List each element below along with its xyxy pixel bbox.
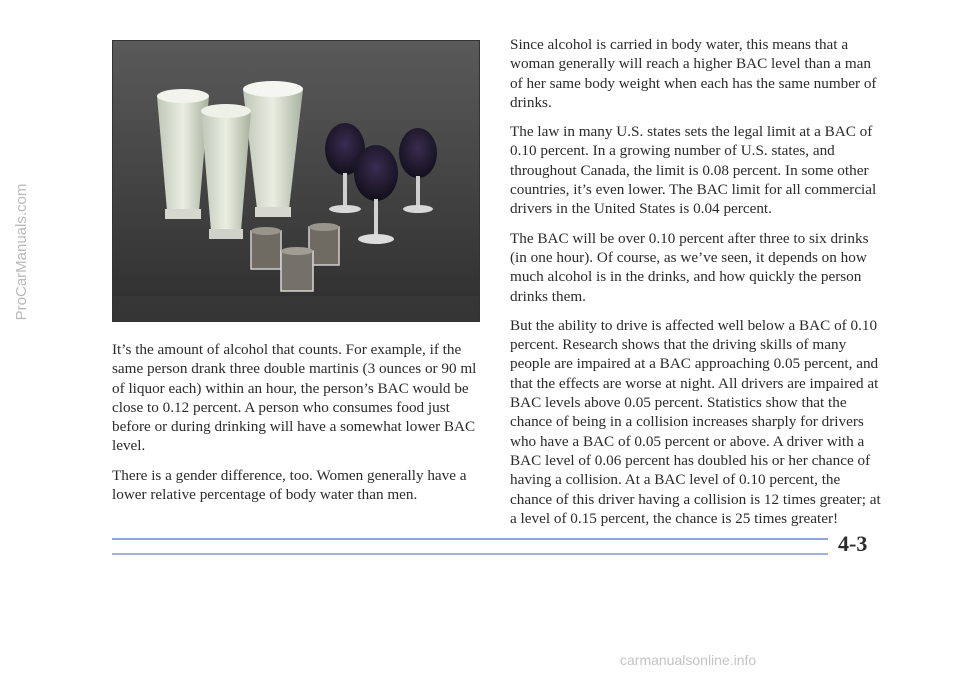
body-paragraph: Since alcohol is carried in body water, this means that a woman generally will reach a higher BAC level than a man of her same body weight when each has the same number of drinks. — [510, 36, 877, 111]
body-paragraph: There is a gender difference, too. Women generally have a lower relative percentage of body water than men. — [112, 466, 467, 504]
shot-glass — [251, 227, 281, 269]
side-watermark: ProCarManuals.com — [13, 183, 30, 321]
page-number: 4-3 — [838, 531, 868, 556]
drinks-photo — [112, 40, 480, 322]
footer-rule — [112, 538, 828, 540]
footer-rule — [112, 553, 828, 555]
body-paragraph: The BAC will be over 0.10 percent after three to six drinks (in one hour). Of course, as we’ve seen, it depends on how much alcohol is in the drinks, and how quickly the person drinks them. — [510, 229, 869, 305]
shot-glass — [281, 247, 313, 291]
drinks-illustration — [113, 41, 479, 321]
right-text-column — [510, 35, 885, 538]
body-paragraph: But the ability to drive is affected well below a BAC of 0.10 percent. Research shows that the driving skills of many people are impaired at a BAC approaching 0.05 percent, and that the effects are worse at night. All drivers are impaired at BAC levels above 0.05 percent. Statistics show that the chance of being in a collision increases sharply for drivers who have a BAC of 0.05 percent or above. A driver with a BAC level of 0.06 percent has doubled his or her chance of having a collision. At a BAC level of 0.10 percent, the chance of this driver having a collision is 12 times greater; at a level of 0.15 percent, the chance is 25 times greater! — [510, 316, 881, 527]
body-paragraph: The law in many U.S. states sets the legal limit at a BAC of 0.10 percent. In a growing number of U.S. states, and throughout Canada, the limit is 0.08 percent. In some other countries, it’s even lower. The BAC limit for all commercial drivers in the United States is 0.04 percent. — [510, 123, 877, 218]
bottom-watermark: carmanualsonline.info — [620, 652, 757, 668]
body-paragraph: It’s the amount of alcohol that counts. For example, if the same person drank three double martinis (3 ounces or 90 ml of liquor each) within an hour, the person’s BAC would be close to 0.12 percent. A person who consumes food just before or during drinking will have a somewhat lower BAC level. — [112, 341, 477, 455]
left-text-column — [112, 340, 482, 514]
